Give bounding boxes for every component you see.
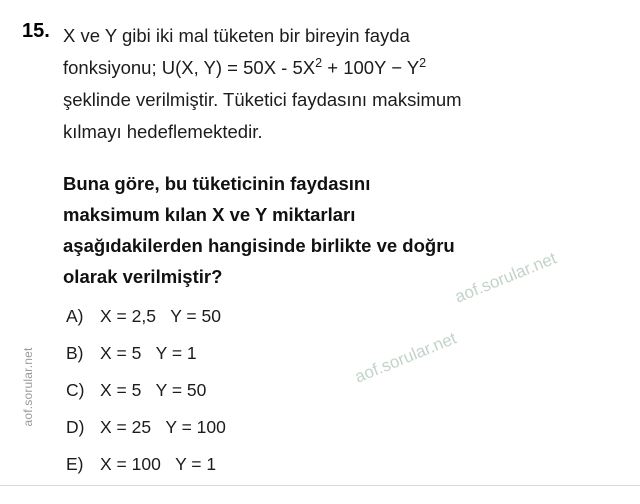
option-b[interactable]: [66, 343, 486, 380]
prompt-line-3: aşağıdakilerden hangisinde birlikte ve doğru: [63, 235, 455, 256]
prompt-line-2: maksimum kılan X ve Y miktarları: [63, 204, 356, 225]
prompt-line-1: Buna göre, bu tüketicinin faydasını: [63, 173, 371, 194]
side-watermark-strip: [0, 0, 34, 504]
stem-line-2-part-a: fonksiyonu; U(X, Y) = 50X - 5X: [63, 57, 316, 78]
stem-line-2: [63, 52, 623, 84]
option-c[interactable]: [66, 380, 486, 417]
stem-line-4: kılmayı hedeflemektedir.: [63, 121, 263, 142]
answer-options: [66, 306, 486, 491]
option-d[interactable]: [66, 417, 486, 454]
option-a-text: X = 2,5 Y = 50: [100, 306, 221, 326]
option-b-text: X = 5 Y = 1: [100, 343, 197, 363]
question-stem: [63, 20, 623, 148]
question-prompt: [63, 168, 626, 292]
option-c-letter: C): [66, 380, 85, 400]
option-d-letter: D): [66, 417, 85, 437]
prompt-line-4: olarak verilmiştir?: [63, 266, 223, 287]
option-e-text: X = 100 Y = 1: [100, 454, 217, 474]
diagonal-watermark-2: aof.sorular.net: [352, 328, 460, 387]
question-number: 15.: [22, 20, 50, 42]
stem-exponent-1: 2: [315, 55, 323, 70]
option-a[interactable]: [66, 306, 486, 343]
option-b-letter: B): [66, 343, 84, 363]
stem-line-3: şeklinde verilmiştir. Tüketici faydasını maksimum: [63, 89, 462, 110]
diagonal-watermark-1: aof.sorular.net: [452, 248, 560, 307]
option-d-text: X = 25 Y = 100: [100, 417, 226, 437]
stem-line-2-part-b: + 100Y − Y: [322, 57, 420, 78]
option-e-letter: E): [66, 454, 84, 474]
option-c-text: X = 5 Y = 50: [100, 380, 207, 400]
stem-exponent-2: 2: [419, 55, 427, 70]
side-watermark-text: aof.sorular.net: [21, 347, 35, 427]
option-a-letter: A): [66, 306, 84, 326]
stem-line-1: X ve Y gibi iki mal tüketen bir bireyin fayda: [63, 25, 410, 46]
footer-divider: [0, 485, 640, 486]
